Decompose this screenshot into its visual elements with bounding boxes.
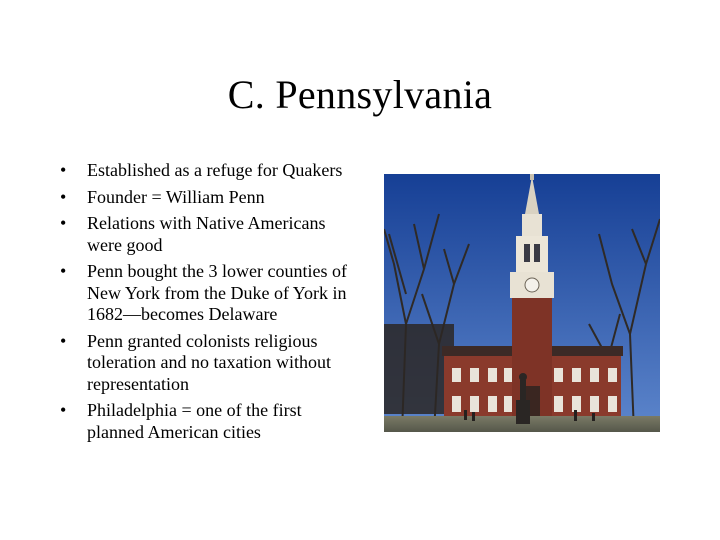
bullet-item — [57, 187, 357, 209]
bullet-dot: • — [60, 261, 67, 281]
bullet-text: Relations with Native Americans were good — [87, 213, 326, 255]
bullet-text: Penn bought the 3 lower counties of New York from the Duke of York in 1682—becomes Delaware — [87, 261, 347, 324]
slide-title: C. Pennsylvania — [227, 72, 493, 117]
building-left-wing — [444, 354, 516, 424]
bullet-dot: • — [60, 213, 67, 233]
building-right-wing — [549, 354, 621, 424]
bullet-text: Established as a refuge for Quakers — [87, 160, 343, 180]
independence-hall-photo — [384, 174, 660, 432]
tower-clock — [525, 278, 539, 292]
tree-left-canopy — [384, 324, 454, 414]
bullet-dot: • — [60, 186, 67, 207]
bullet-text: Founder = William Penn — [87, 186, 265, 207]
bullet-list — [57, 160, 357, 448]
bullet-dot: • — [60, 330, 67, 351]
photo-illustration — [384, 174, 660, 432]
bullet-text: Philadelphia = one of the first planned American cities — [87, 400, 302, 442]
bullet-item — [57, 400, 357, 443]
bullet-item — [57, 331, 357, 396]
tower-belfry — [516, 236, 548, 272]
bullet-item — [57, 160, 357, 182]
bullet-dot: • — [60, 160, 67, 180]
bullet-item — [57, 261, 357, 326]
bullet-item — [57, 213, 357, 256]
bullet-dot: • — [60, 400, 67, 420]
bullet-text: Penn granted colonists religious toleration and no taxation without representation — [87, 330, 331, 394]
tower-upper — [522, 214, 542, 236]
